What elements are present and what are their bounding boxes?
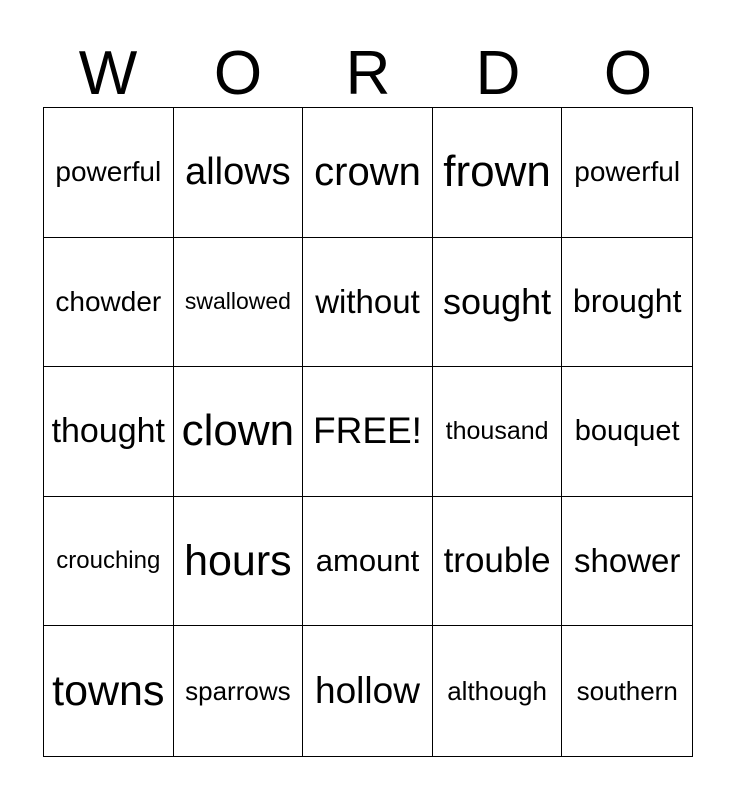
board-cell[interactable]: brought — [562, 238, 692, 368]
board-cell[interactable]: bouquet — [562, 367, 692, 497]
board-cell[interactable]: thousand — [433, 367, 563, 497]
board-cell[interactable]: amount — [303, 497, 433, 627]
board-cell[interactable]: hollow — [303, 626, 433, 756]
board-cell[interactable]: swallowed — [174, 238, 304, 368]
board-cell[interactable]: although — [433, 626, 563, 756]
board-cell[interactable]: powerful — [44, 108, 174, 238]
board-cell[interactable]: clown — [174, 367, 304, 497]
header-letter-d: D — [475, 39, 521, 108]
board-cell[interactable]: southern — [576, 675, 678, 706]
bingo-board — [43, 107, 693, 757]
board-cell[interactable]: trouble — [433, 497, 563, 627]
board-cell[interactable]: thought — [44, 367, 174, 497]
board-cell[interactable]: hours — [174, 497, 304, 627]
header-letter-o-2: O — [603, 39, 653, 108]
board-cell[interactable]: shower — [562, 497, 692, 627]
board-cell[interactable]: powerful — [562, 108, 692, 238]
board-cell[interactable]: crown — [303, 108, 433, 238]
header-letter-o: O — [213, 39, 263, 108]
header-letter-r: R — [345, 39, 391, 108]
board-cell[interactable]: without — [303, 238, 433, 368]
free-space-cell[interactable]: FREE! — [303, 367, 433, 497]
board-header — [43, 40, 693, 108]
board-cell[interactable]: sparrows — [174, 626, 304, 756]
board-cell[interactable]: towns — [44, 626, 174, 756]
board-cell[interactable]: crouching — [44, 497, 174, 627]
board-cell[interactable]: frown — [433, 108, 563, 238]
board-cell[interactable]: allows — [174, 108, 304, 238]
board-cell[interactable]: chowder — [44, 238, 174, 368]
board-cell[interactable]: sought — [433, 238, 563, 368]
header-letter-w: W — [78, 39, 138, 108]
